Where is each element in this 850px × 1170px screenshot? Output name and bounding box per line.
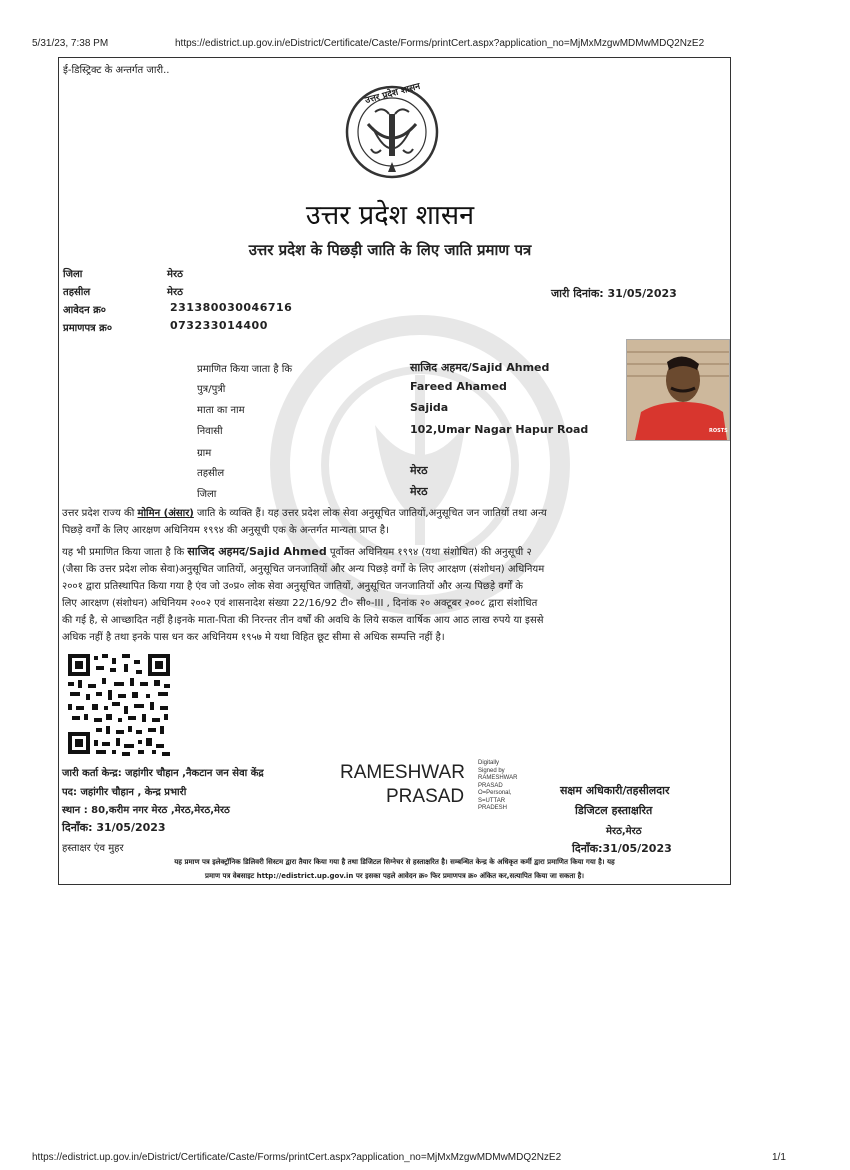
footer-note-line1: यह प्रमाण पत्र इलेक्ट्रॉनिक डिलिवरी सिस्टम द्वारा तैयार किया गया है तथा डिजिटल सिग्नेचर से हस्ताक्षरित है। सम्बन्धित केन्द्र के अधिकृत कर्मी द्वारा प्रमाणित किया गया है। यह xyxy=(174,858,615,866)
emblem-text: उत्तर प्रदेश शासन xyxy=(364,81,422,107)
district-value: मेरठ xyxy=(167,269,183,280)
print-datetime: 5/31/23, 7:38 PM xyxy=(32,38,109,49)
tehsil-value: मेरठ xyxy=(167,287,183,298)
issuer-place: स्थान : 80,करीम नगर मेरठ ,मेरठ,मेरठ,मेरठ xyxy=(62,805,230,816)
authority-place: मेरठ,मेरठ xyxy=(606,826,642,837)
print-footer-url: https://edistrict.up.gov.in/eDistrict/Certificate/Caste/Forms/printCert.aspx?application_no=MjMxMzgwMDMwMDQ2NzE2 xyxy=(32,1152,562,1163)
caste-paragraph-start: उत्तर प्रदेश राज्य की xyxy=(62,508,138,519)
signature-detail-line: O=Personal, xyxy=(478,790,512,796)
certificate-number-label: प्रमाणपत्र क्र० xyxy=(63,323,113,334)
authority-digital-signed: डिजिटल हस्ताक्षरित xyxy=(575,804,653,817)
caste-paragraph-rest: जाति के व्यक्ति हैं। यह उत्तर प्रदेश लोक सेवा अनुसूचित जातियों,अनुसूचित जन जातियों तथा अन्य xyxy=(193,508,547,519)
print-page-count: 1/1 xyxy=(772,1152,786,1163)
parent-name: Fareed Ahamed xyxy=(410,380,507,393)
detail-district-label: जिला xyxy=(197,489,217,500)
digital-signature-name-line2: PRASAD xyxy=(386,786,465,807)
issuer-post: पद: जहांगीर चौहान , केन्द्र प्रभारी xyxy=(62,787,187,798)
application-number-label: आवेदन क्र० xyxy=(63,305,107,316)
signature-detail-line: PRASAD xyxy=(478,782,503,789)
issue-date: जारी दिनांक: 31/05/2023 xyxy=(551,287,677,300)
certificate-number-value: 073233014400 xyxy=(170,319,268,332)
application-number-value: 231380030046716 xyxy=(170,301,293,314)
print-url: https://edistrict.up.gov.in/eDistrict/Certificate/Caste/Forms/printCert.aspx?application_no=MjMxMzgwMDMwMDQ2NzE2 xyxy=(175,38,705,49)
certificate-main-title: उत्तर प्रदेश शासन xyxy=(305,200,475,231)
caste-paragraph-line2: पिछड़े वर्गों के लिए आरक्षण अधिनियम १९९४ की अनुसूची एक के अन्तर्गत मान्यता प्राप्त है। xyxy=(62,525,389,536)
caste-paragraph xyxy=(62,505,727,539)
digital-signature-name-line1: RAMESHWAR xyxy=(340,762,465,783)
mother-name: Sajida xyxy=(410,401,449,414)
certificate-sub-title: उत्तर प्रदेश के पिछड़ी जाति के लिए जाति प्रमाण पत्र xyxy=(248,241,532,259)
village-label: ग्राम xyxy=(197,448,212,459)
certification-line: अधिक नहीं है तथा इनके पास धन कर अधिनियम १९५७ मे यथा विहित छूट सीमा से अधिक सम्पत्ति नहीं है। xyxy=(62,632,445,643)
issued-under-label: ई-डिस्ट्रिक्ट के अन्तर्गत जारी.. xyxy=(63,65,170,76)
certification-line: की गई है, से आच्छादित नहीं है।इनके माता-पिता की निरन्तर तीन वर्षों की अवधि के लिये सकल वार्षिक आय आठ लाख रुपये या इससे xyxy=(62,615,544,626)
caste-name: मोमिन (अंसार) xyxy=(137,508,194,519)
tehsil-label: तहसील xyxy=(63,287,91,298)
signature-detail-line: RAMESHWAR xyxy=(478,775,518,781)
parent-label: पुत्र/पुत्री xyxy=(197,384,226,395)
photo-shirt-tag: ROSTS xyxy=(709,428,728,434)
certify-label: प्रमाणित किया जाता है कि xyxy=(197,364,293,375)
person-photo-icon xyxy=(627,340,729,440)
qr-code-icon xyxy=(66,652,172,756)
resident-address: 102,Umar Nagar Hapur Road xyxy=(410,423,589,436)
holder-name: साजिद अहमद/Sajid Ahmed xyxy=(410,361,550,374)
signature-detail-line: S=UTTAR xyxy=(478,797,506,804)
certification-line: (जैसा कि उत्तर प्रदेश लोक सेवा)अनुसूचित जातियों, अनुसूचित जनजातियों और अन्य पिछड़े वर्गों के लिए आरक्षण (संशोधन) अधिनियम xyxy=(62,564,545,575)
certification-line: लिए आरक्षण (संशोधन) अधिनियम २००२ एवं शासनादेश संख्या 22/16/92 टी० सी०-III , दिनांक २० अक्टूबर २००८ द्वारा संशोधित xyxy=(62,598,538,609)
mother-label: माता का नाम xyxy=(197,405,245,416)
detail-district-value: मेरठ xyxy=(410,485,428,498)
footer-note-line2: प्रमाण पत्र वेबसाइट http://edistrict.up.gov.in पर इसका पहले आवेदन क्र० फिर प्रमाणपत्र क्र० अंकित कर,सत्यापित किया जा सकता है। xyxy=(205,872,584,880)
certification-rest: पूर्वोक्त अधिनियम १९९४ (यथा संशोधित) की अनुसूची २ xyxy=(326,547,532,558)
issuer-date: दिनाँक: 31/05/2023 xyxy=(62,821,166,834)
signature-detail-line: Signed by xyxy=(478,767,505,774)
digital-signature-details xyxy=(478,760,517,813)
authority-date: दिनाँक:31/05/2023 xyxy=(572,842,672,855)
signature-and-seal-label: हस्ताक्षर एंव मुहर xyxy=(62,843,124,854)
certification-holder-name: साजिद अहमद/Sajid Ahmed xyxy=(187,545,327,558)
resident-label: निवासी xyxy=(197,426,223,437)
signature-detail-line: Digitally xyxy=(478,760,500,766)
signature-detail-line: PRADESH xyxy=(478,805,508,811)
detail-tehsil-label: तहसील xyxy=(197,468,225,479)
authority-title: सक्षम अधिकारी/तहसीलदार xyxy=(560,784,670,797)
issuing-center: जारी कर्ता केन्द्र: जहांगीर चौहान ,नैकटान जन सेवा केंद्र xyxy=(62,768,264,779)
certification-paragraph xyxy=(62,543,727,646)
detail-tehsil-value: मेरठ xyxy=(410,464,428,477)
holder-photo xyxy=(626,339,730,441)
district-label: जिला xyxy=(63,269,83,280)
certification-start: यह भी प्रमाणित किया जाता है कि xyxy=(62,547,188,558)
certification-line: २००१ द्वारा प्रतिस्थापित किया गया है एंव जो उ०प्र० लोक सेवा अनुसूचित जातियों, अनुसूचित जनजातियों और अन्य पिछड़े वर्गों के xyxy=(62,581,523,592)
